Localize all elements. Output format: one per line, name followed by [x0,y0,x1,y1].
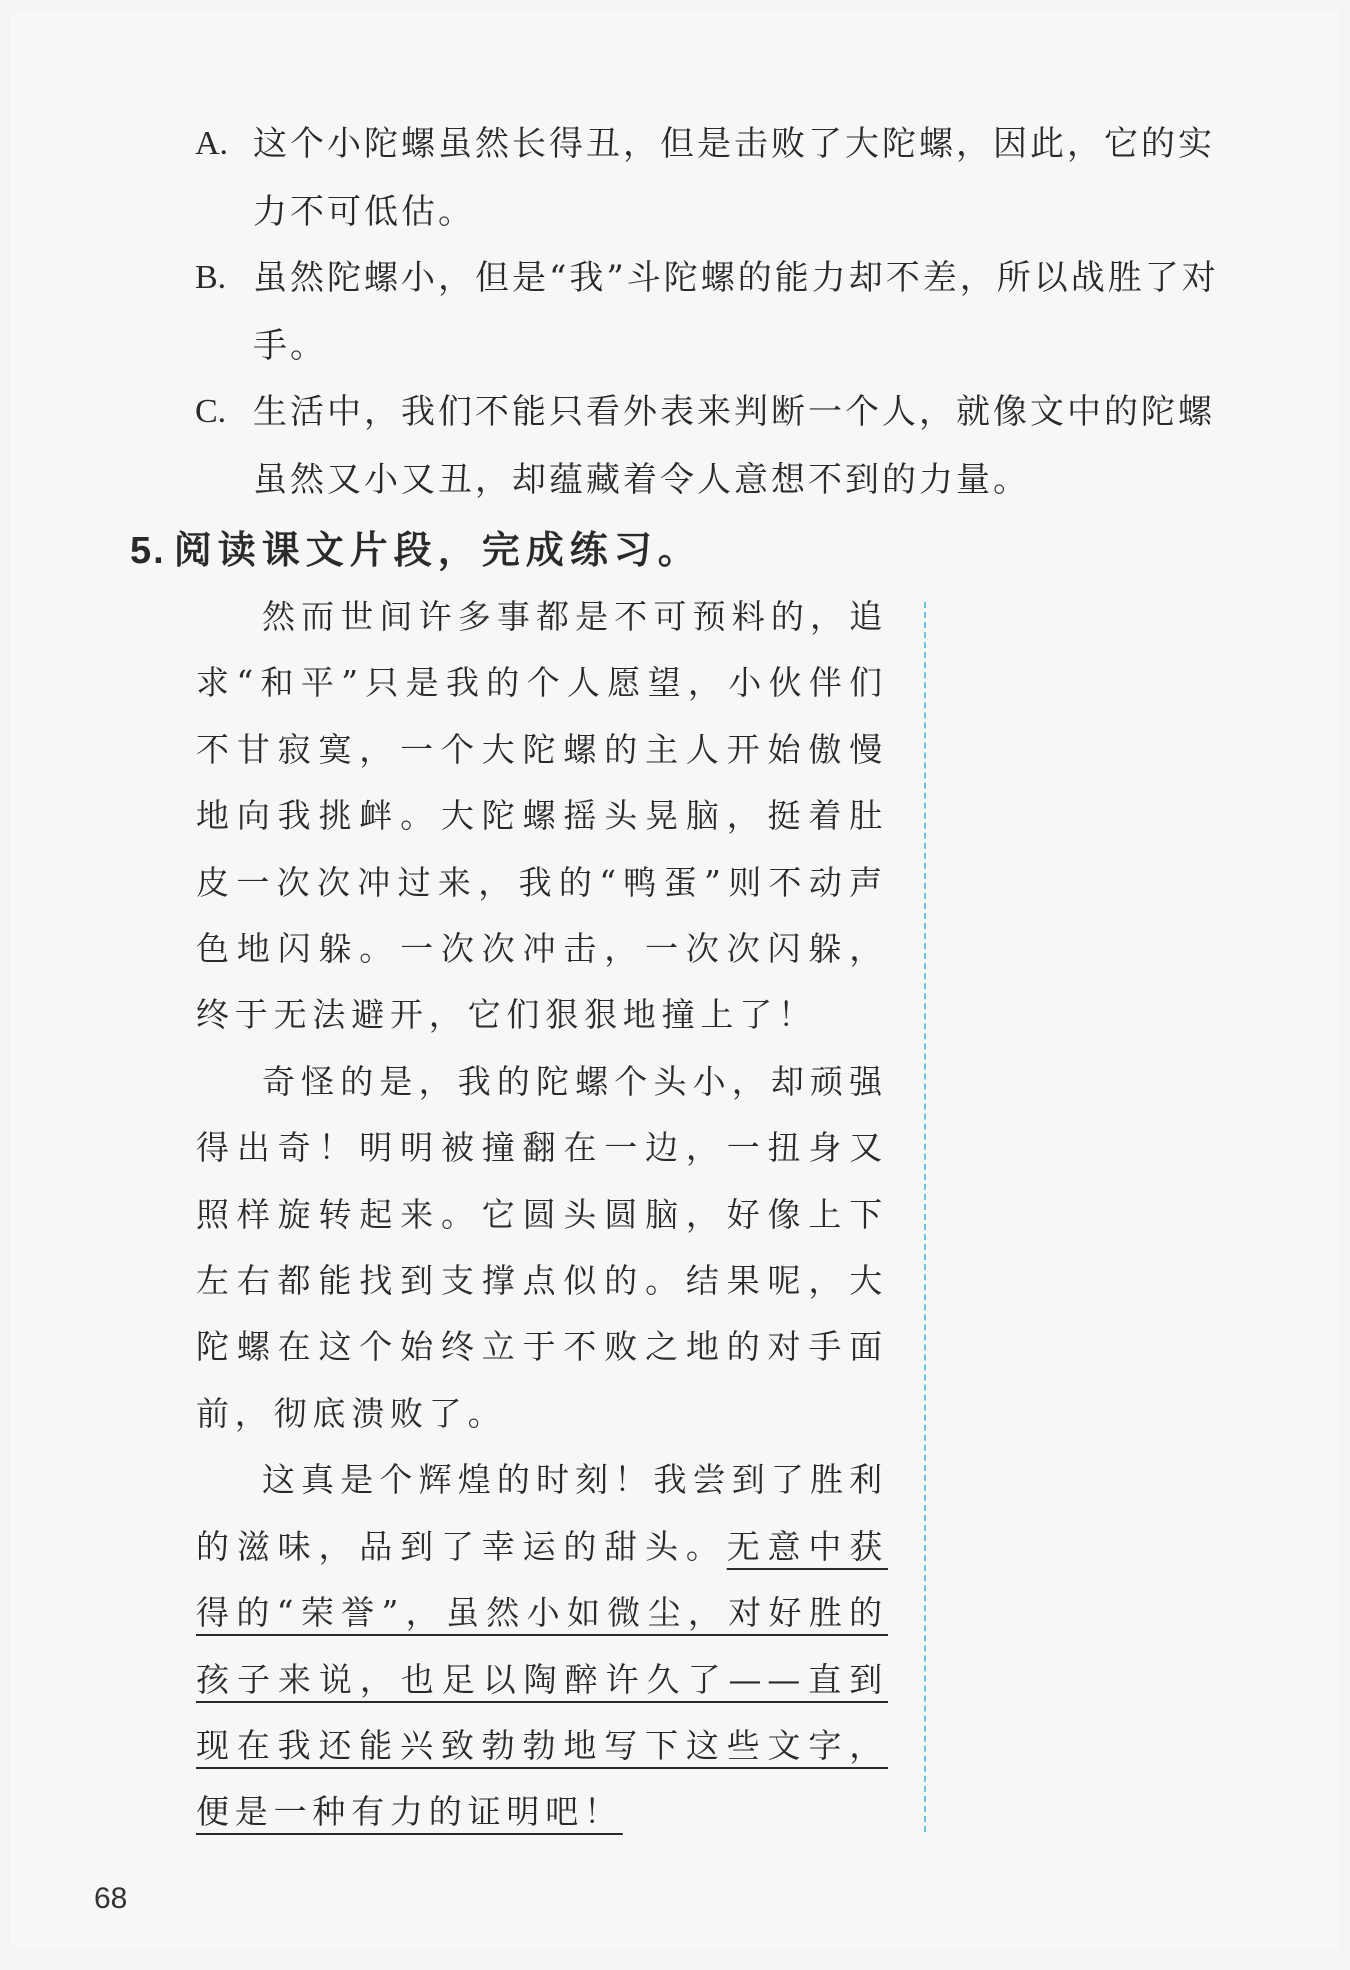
passage-paragraph-1: 然而世间许多事都是不可预料的，追求“和平”只是我的个人愿望，小伙伴们不甘寂寞，一个大陀螺的主人开始傲慢地向我挑衅。大陀螺摇头晃脑，挺着肚皮一次次冲过来，我的“鸭蛋”则不动声色地闪躲。一次次冲击，一次次闪躲，终于无法避开，它们狠狠地撞上了！ [196,597,888,1035]
option-b-text: 虽然陀螺小，但是“我”斗陀螺的能力却不差，所以战胜了对手。 [253,258,1219,366]
question-title: 阅读课文片段，完成练习。 [173,527,702,572]
passage-paragraph-3-plain: 这真是个辉煌的时刻！我尝到了胜利的滋味，品到了幸运的甜头。 [196,1460,888,1566]
option-a [195,110,1245,246]
page-number: 68 [94,1882,128,1915]
passage-paragraph-2: 奇怪的是，我的陀螺个头小，却顽强得出奇！明明被撞翻在一边，一扭身又照样旋转起来。它圆头圆脑，好像上下左右都能找到支撑点似的。结果呢，大陀螺在这个始终立于不败之地的对手面前，彻底溃败了。 [196,1061,888,1433]
option-a-letter: A. [195,125,229,162]
textbook-page [10,10,1340,1950]
underlined-sentence: 无意中获得的“荣誉”，虽然小如微尘，对好胜的孩子来说，也足以陶醉许久了——直到现在我还能兴致勃勃地写下这些文字，便是一种有力的证明吧！ [196,1526,888,1832]
option-b [195,244,1245,380]
reading-passage [196,584,888,1846]
option-c [195,378,1245,514]
passage-paragraph-3 [196,1447,888,1845]
question-heading [130,516,702,585]
option-a-text: 这个小陀螺虽然长得丑，但是击败了大陀螺，因此，它的实力不可低估。 [253,124,1215,232]
option-c-text: 生活中，我们不能只看外表来判断一个人，就像文中的陀螺虽然又小又丑，却蕴藏着令人意想不到的力量。 [253,392,1215,500]
margin-dashed-divider [924,602,926,1832]
question-number: 5. [130,530,166,572]
option-c-letter: C. [195,393,227,430]
option-b-letter: B. [195,259,227,296]
